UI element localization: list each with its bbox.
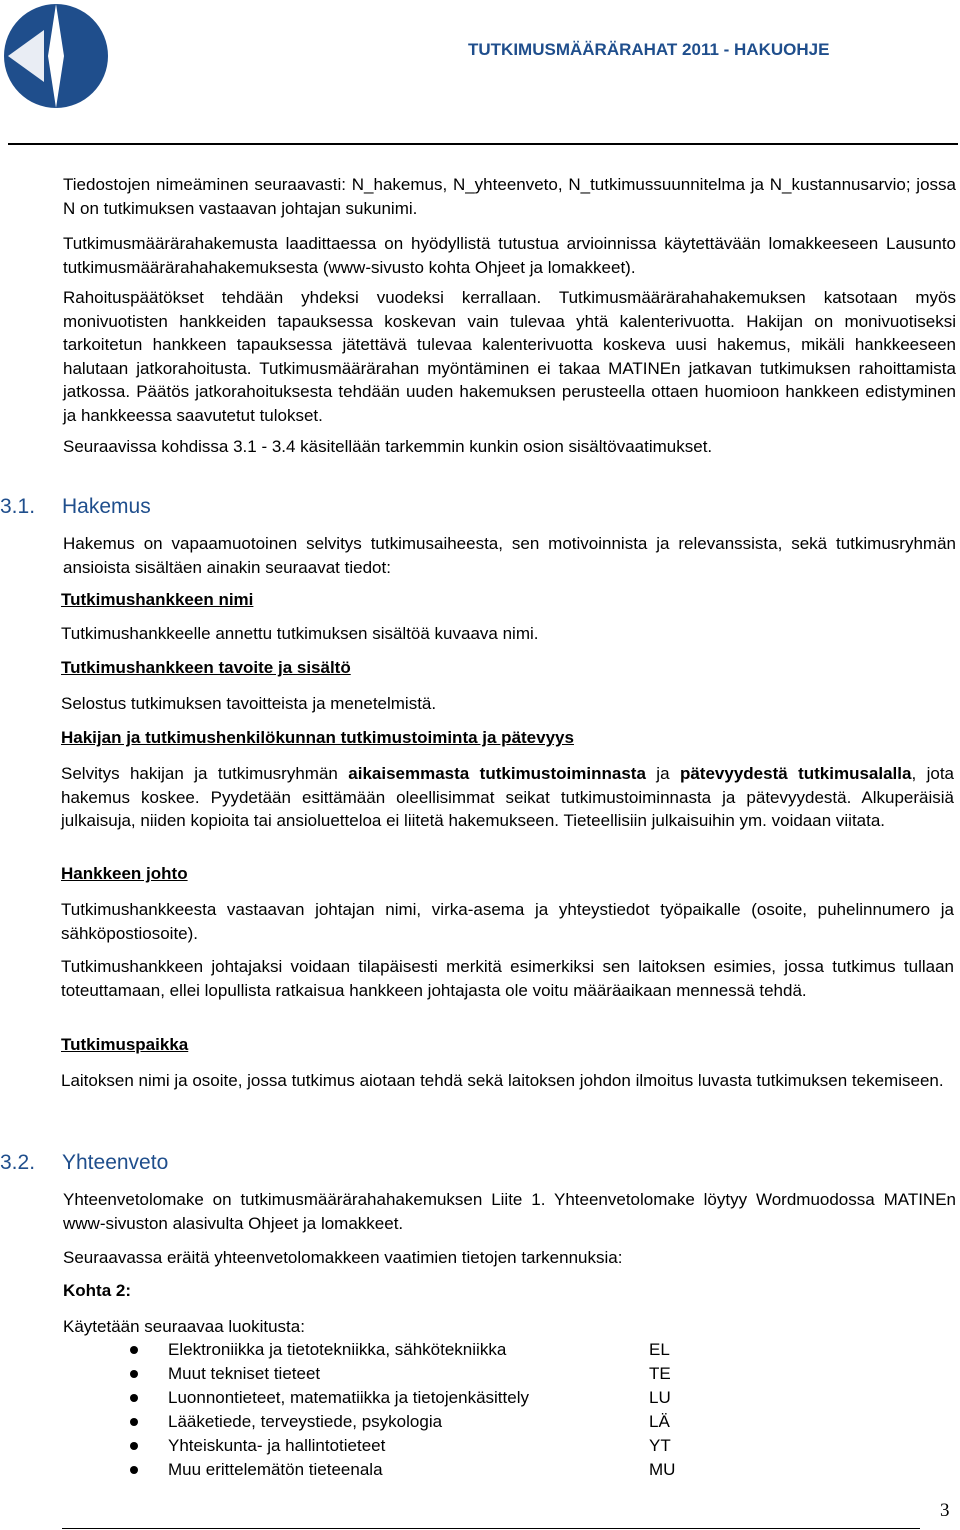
category-label: Luonnontieteet, matematiikka ja tietojenkäsittely (168, 1388, 529, 1407)
subheading-johto: Hankkeen johto (61, 864, 188, 883)
subheading-nimi: Tutkimushankkeen nimi (61, 590, 254, 609)
section-number: 3.2. (0, 1151, 36, 1174)
section-number: 3.1. (0, 495, 36, 518)
tavoite-text: Selostus tutkimuksen tavoitteista ja menetelmistä. (61, 694, 437, 713)
list-item (130, 1410, 690, 1434)
bullet-icon (130, 1418, 138, 1426)
category-code: MU (649, 1460, 676, 1479)
list-item (130, 1458, 690, 1482)
kohta-label: Kohta 2: (63, 1281, 131, 1300)
list-item (130, 1386, 690, 1410)
category-code: EL (649, 1340, 670, 1359)
hakemus-intro: Hakemus on vapaamuotoinen selvitys tutkimusaiheesta, sen motivoinnista ja relevanssista, sekä tutkimusryhmän ansioista sisältäen ainakin seuraavat tiedot: (63, 534, 956, 577)
section-heading-yhteenveto (0, 1151, 300, 1177)
subheading-hakija: Hakijan ja tutkimushenkilökunnan tutkimustoiminta ja pätevyys (61, 728, 574, 747)
section-title: Hakemus (62, 495, 151, 518)
yhteenveto-paragraph-tarkennukset: Seuraavassa eräitä yhteenvetolomakkeen vaatimien tietojen tarkennuksia: (63, 1248, 623, 1267)
hakija-text: Selvitys hakijan ja tutkimusryhmän aikaisemmasta tutkimustoiminnasta ja pätevyydestä tutkimusalalla, jota hakemus koskee. Pyydetään esittämään oleellisimmat seikat tutkimustoiminnasta ja pätevyydestä. Alkuperäisiä julkaisuja, niiden kopioita tai ansioluetteloa ei liitetä hakemukseen. Tieteellisiin julkaisuihin ym. voidaan viitata. (61, 764, 955, 830)
luokitus-intro: Käytetään seuraavaa luokitusta: (63, 1317, 305, 1336)
bullet-icon (130, 1394, 138, 1402)
category-label: Muut tekniset tieteet (168, 1364, 321, 1383)
list-item (130, 1338, 690, 1362)
intro-paragraph-lomake: Tutkimusmäärärahakemusta laadittaessa on hyödyllistä tutustua arvioinnissa käytettävään lomakkeeseen Lausunto tutkimusmäärärahahakemuksesta (www-sivusto kohta Ohjeet ja lomakkeet). (63, 234, 956, 277)
johto-text-1: Tutkimushankkeesta vastaavan johtajan nimi, virka-asema ja yhteystiedot työpaikalle (osoite, puhelinnumero ja sähköpostiosoite). (61, 900, 954, 943)
category-label: Elektroniikka ja tietotekniikka, sähkötekniikka (168, 1340, 507, 1359)
bullet-icon (130, 1346, 138, 1354)
nimi-text: Tutkimushankkeelle annettu tutkimuksen sisältöä kuvaava nimi. (61, 624, 539, 643)
section-title: Yhteenveto (62, 1151, 169, 1174)
footer-rule (62, 1528, 920, 1529)
category-code: YT (649, 1436, 671, 1455)
intro-paragraph-filenames: Tiedostojen nimeäminen seuraavasti: N_hakemus, N_yhteenveto, N_tutkimussuunnitelma ja N_kustannusarvio; jossa N on tutkimuksen vastaavan johtajan sukunimi. (63, 175, 956, 218)
subheading-tavoite: Tutkimushankkeen tavoite ja sisältö (61, 658, 351, 677)
page-number: 3 (940, 1500, 950, 1521)
paikka-text: Laitoksen nimi ja osoite, jossa tutkimus aiotaan tehdä sekä laitoksen johdon ilmoitus luvasta tutkimuksen tekemiseen. (61, 1071, 944, 1090)
category-list (130, 1338, 690, 1482)
bullet-icon (130, 1466, 138, 1474)
subheading-paikka: Tutkimuspaikka (61, 1035, 189, 1054)
intro-paragraph-rahoitus: Rahoituspäätökset tehdään yhdeksi vuodeksi kerrallaan. Tutkimusmäärärahahakemuksen katsotaan myös monivuotisten hankkeiden tapauksessa koskevan vain tulevaa yhtä kalenterivuotta. Hakijan on monivuotiseksi tarkoitetun hankkeen tapauksessa jätettävä tulevaa kalenterivuotta koskeva uusi hakemus, mikäli hankkeeseen halutaan jatkorahoitusta. Tutkimusmäärärahan myöntäminen ei takaa MATINEn jatkavan tutkimuksen rahoittamista jatkossa. Päätös jatkorahoituksesta tehdään uuden hakemuksen perusteella ottaen huomioon hankkeen edistyminen ja hankkeessa saavutetut tulokset. (63, 288, 956, 425)
list-item (130, 1434, 690, 1458)
category-label: Lääketiede, terveystiede, psykologia (168, 1412, 443, 1431)
section-heading-hakemus (0, 495, 300, 521)
bullet-icon (130, 1442, 138, 1450)
header-rule (8, 143, 958, 145)
category-code: LU (649, 1388, 671, 1407)
bullet-icon (130, 1370, 138, 1378)
category-label: Muu erittelemätön tieteenala (168, 1460, 383, 1479)
matine-logo-icon (0, 0, 112, 112)
category-code: LÄ (649, 1412, 670, 1431)
intro-paragraph-kohdat: Seuraavissa kohdissa 3.1 - 3.4 käsitellään tarkemmin kunkin osion sisältövaatimukset. (63, 437, 713, 456)
category-label: Yhteiskunta- ja hallintotieteet (168, 1436, 386, 1455)
list-item (130, 1362, 690, 1386)
header-title: TUTKIMUSMÄÄRÄRAHAT 2011 - HAKUOHJE (468, 40, 830, 59)
category-code: TE (649, 1364, 671, 1383)
hakija-bold-patevyys: pätevyydestä tutkimusalalla (679, 764, 912, 783)
hakija-bold-tutkimustoiminta: aikaisemmasta tutkimustoiminnasta (348, 764, 646, 783)
yhteenveto-paragraph-liite: Yhteenvetolomake on tutkimusmäärärahahakemuksen Liite 1. Yhteenvetolomake löytyy Wordmuodossa MATINEn www-sivuston alasivulta Ohjeet ja lomakkeet. (63, 1190, 956, 1233)
johto-text-2: Tutkimushankkeen johtajaksi voidaan tilapäisesti merkitä esimerkiksi sen laitoksen esimies, jossa tutkimus tullaan toteuttamaan, ellei lopullista ratkaisua hankkeen johtajasta ole voitu määräaikaan mennessä tehdä. (61, 957, 954, 1000)
